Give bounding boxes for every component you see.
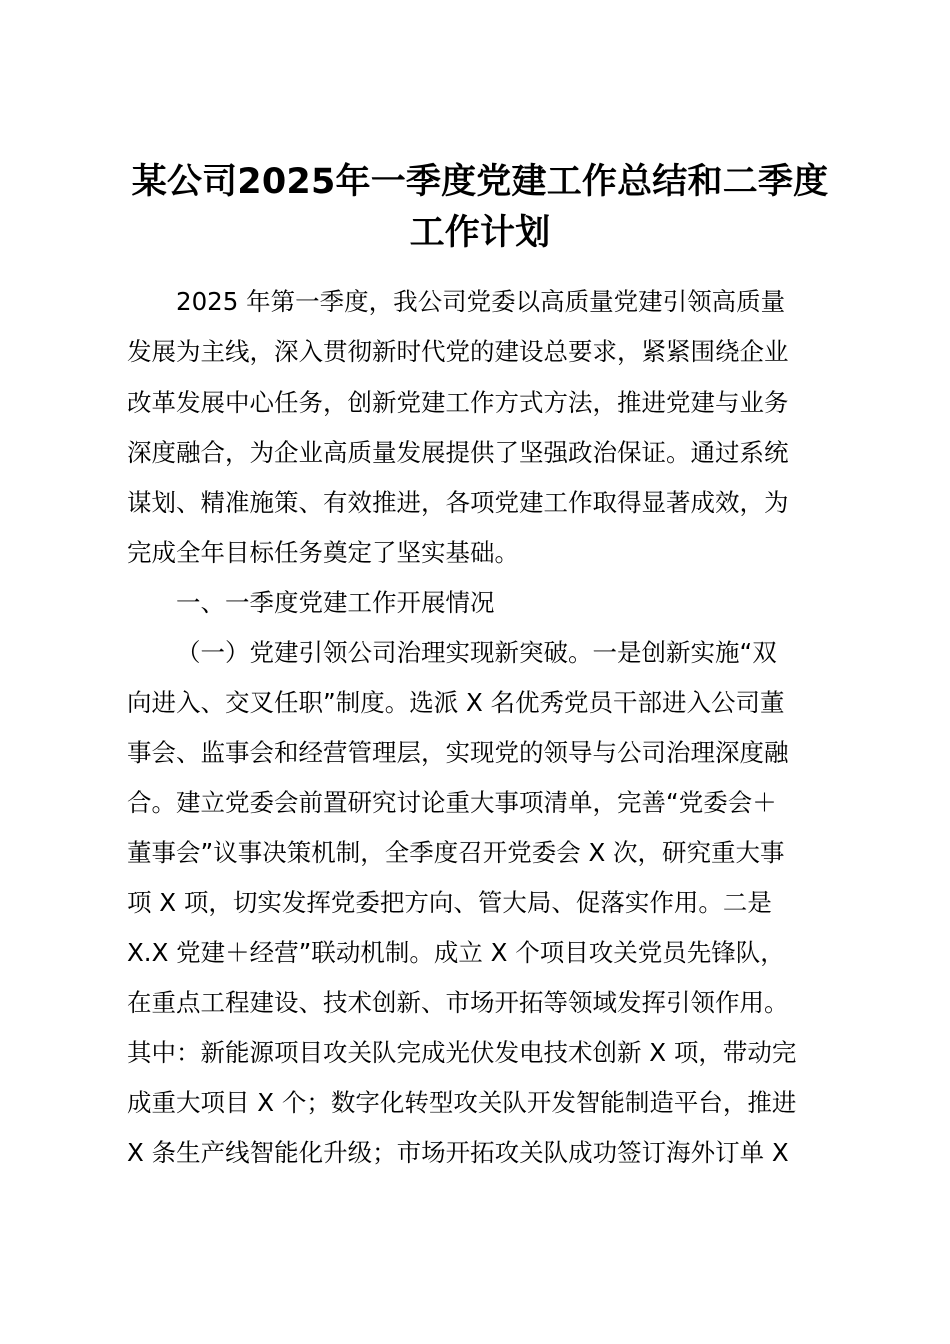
section-heading: 一、一季度党建工作开展情况 [176,588,495,617]
body-text-line: 成重大项目 X 个；数字化转型攻关队开发智能制造平台，推进 [127,1088,797,1117]
body-text-line: （一）党建引领公司治理实现新突破。一是创新实施“双 [176,638,777,667]
body-text-line: 谋划、精准施策、有效推进，各项党建工作取得显著成效，为 [127,488,789,517]
body-text-line: 其中：新能源项目攻关队完成光伏发电技术创新 X 项，带动完 [127,1038,797,1067]
body-text-line: 在重点工程建设、技术创新、市场开拓等领域发挥引领作用。 [127,988,789,1017]
body-text-line: 事会、监事会和经营管理层，实现党的领导与公司治理深度融 [127,738,789,767]
body-text-line: X 条生产线智能化升级；市场开拓攻关队成功签订海外订单 X [127,1138,789,1167]
body-text-line: 项 X 项，切实发挥党委把方向、管大局、促落实作用。二是 [127,888,772,917]
body-text-line: 改革发展中心任务，创新党建工作方式方法，推进党建与业务 [127,388,789,417]
body-text-line: 深度融合，为企业高质量发展提供了坚强政治保证。通过系统 [127,438,789,467]
body-text-line: 合。建立党委会前置研究讨论重大事项清单，完善“党委会＋ [127,788,777,817]
body-text-line: 向进入、交叉任职”制度。选派 X 名优秀党员干部进入公司董 [127,688,785,717]
document-title-line-2: 工作计划 [409,213,551,253]
body-text-line: 完成全年目标任务奠定了坚实基础。 [127,538,519,567]
document-title-line-1: 某公司2025年一季度党建工作总结和二季度 [131,162,829,202]
body-text-line: 发展为主线，深入贯彻新时代党的建设总要求，紧紧围绕企业 [127,337,789,366]
body-text-line: X.X 党建＋经营”联动机制。成立 X 个项目攻关党员先锋队， [127,938,785,967]
body-text-line: 董事会”议事决策机制，全季度召开党委会 X 次，研究重大事 [127,838,785,867]
body-text-line: 2025 年第一季度，我公司党委以高质量党建引领高质量 [176,287,786,316]
